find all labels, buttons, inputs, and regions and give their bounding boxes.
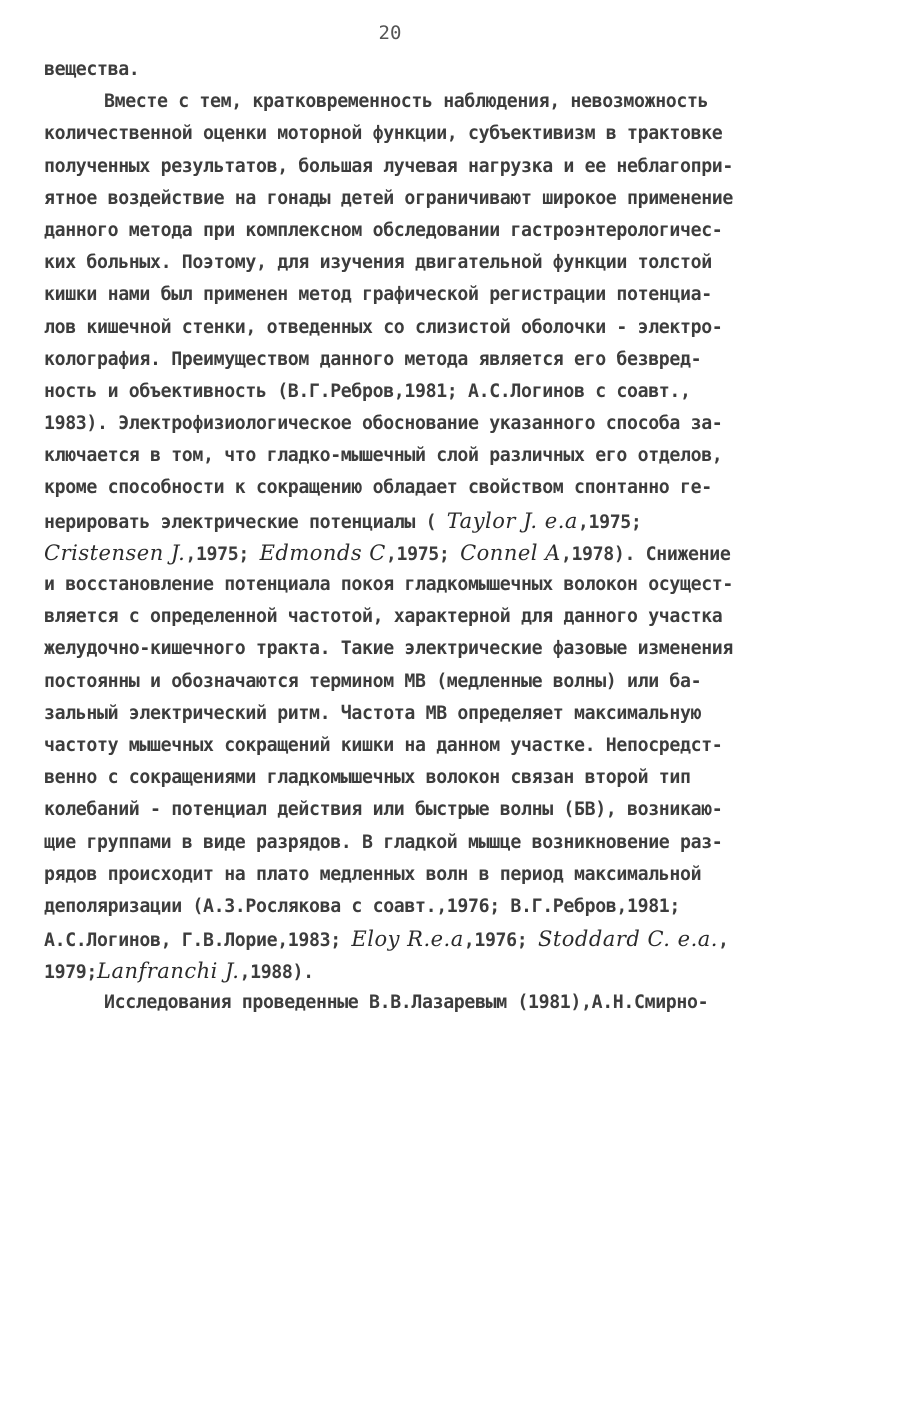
text-segment: ,1975; — [385, 543, 461, 565]
handwritten-citation: Cristensen J. — [44, 540, 186, 565]
handwritten-citation: Eloy R.e.a — [351, 927, 464, 952]
text-segment: ,1976; — [463, 930, 538, 952]
text-segment: зальный электрический ритм. Частота МВ определяет максимальную — [44, 702, 702, 724]
text-segment: вляется с определенной частотой, характерной для данного участка — [44, 606, 723, 628]
text-segment: рядов происходит на плато медленных волн в период максимальной — [44, 863, 702, 885]
text-line — [44, 698, 894, 730]
text-segment: щие группами в виде разрядов. В гладкой мышце возникновение раз- — [44, 831, 723, 853]
text-segment: лов кишечной стенки, отведенных со слизистой оболочки - электро- — [44, 316, 723, 338]
text-line — [44, 633, 894, 665]
text-line — [44, 54, 894, 86]
text-segment: ключается в том, что гладко-мышечный слой различных его отделов, — [44, 445, 723, 467]
text-line — [44, 666, 894, 698]
body-text — [44, 54, 894, 1020]
text-segment: , — [717, 930, 729, 952]
text-line — [44, 215, 894, 247]
text-line — [44, 537, 894, 569]
text-segment: ,1975; — [185, 543, 260, 565]
handwritten-citation: Taylor J. e.a — [446, 508, 578, 533]
text-line — [44, 859, 894, 891]
text-line — [44, 86, 894, 118]
text-segment: ,1988). — [239, 962, 314, 984]
handwritten-citation: Stoddard C. e.a. — [537, 927, 718, 952]
text-line — [44, 440, 894, 472]
text-line — [44, 730, 894, 762]
text-segment: и восстановление потенциала покоя гладкомышечных волокон осущест- — [44, 574, 733, 595]
text-segment: венно с сокращениями гладкомышечных волокон связан второй тип — [44, 767, 691, 789]
text-line — [44, 151, 894, 183]
text-segment: А.С.Логинов, Г.В.Лорие,1983; — [44, 930, 352, 952]
text-line — [44, 987, 894, 1019]
text-segment: частоту мышечных сокращений кишки на данном участке. Непосредст- — [44, 734, 723, 756]
page-number: 20 — [378, 22, 402, 44]
text-segment: 1983). Электрофизиологическое обоснование указанного способа за- — [44, 413, 723, 435]
text-segment: ,1975; — [577, 511, 642, 533]
text-line — [44, 827, 894, 859]
text-segment: колебаний - потенциал действия или быстрые волны (БВ), возникаю- — [44, 799, 723, 821]
text-line — [44, 505, 894, 537]
handwritten-citation: Lanfranchi J. — [97, 959, 240, 984]
text-segment: ,1978). Снижение — [560, 543, 731, 565]
text-line — [44, 569, 894, 601]
text-line — [44, 923, 894, 955]
text-segment: данного метода при комплексном обследовании гастроэнтерологичес- — [44, 219, 723, 241]
text-segment: ятное воздействие на гонады детей ограничивают широкое применение — [44, 187, 733, 209]
text-line — [44, 118, 894, 150]
text-segment: вещества. — [44, 59, 140, 80]
text-line — [44, 376, 894, 408]
text-line — [44, 601, 894, 633]
text-segment: нерировать электрические потенциалы ( — [44, 511, 447, 533]
text-segment: кроме способности к сокращению обладает свойством спонтанно ге- — [44, 477, 712, 499]
text-segment: 1979; — [44, 962, 97, 984]
text-line — [44, 279, 894, 311]
text-segment: постоянны и обозначаются термином МВ (медленные волны) или ба- — [44, 670, 702, 692]
text-segment: ность и объективность (В.Г.Ребров,1981; А.С.Логинов с соавт., — [44, 380, 691, 402]
text-line — [44, 247, 894, 279]
handwritten-citation: Connel A — [460, 540, 561, 565]
text-segment: Вместе с тем, кратковременность наблюдения, невозможность — [104, 91, 709, 113]
text-segment: желудочно-кишечного тракта. Такие электрические фазовые изменения — [44, 638, 733, 660]
text-line — [44, 955, 894, 987]
text-line — [44, 344, 894, 376]
text-segment: кишки нами был применен метод графической регистрации потенциа- — [44, 284, 712, 306]
text-line — [44, 408, 894, 440]
text-segment: Исследования проведенные В.В.Лазаревым (1981),А.Н.Смирно- — [104, 992, 709, 1014]
text-line — [44, 794, 894, 826]
text-segment: количественной оценки моторной функции, субъективизм в трактовке — [44, 123, 723, 145]
text-segment: полученных результатов, большая лучевая нагрузка и ее неблагопри- — [44, 155, 733, 177]
handwritten-citation: Edmonds C — [259, 540, 386, 565]
text-line — [44, 472, 894, 504]
text-line — [44, 891, 894, 923]
text-segment: колография. Преимуществом данного метода является его безвред- — [44, 348, 702, 370]
text-segment: деполяризации (А.З.Рослякова с соавт.,1976; В.Г.Ребров,1981; — [44, 895, 680, 917]
text-line — [44, 762, 894, 794]
text-line — [44, 312, 894, 344]
text-line — [44, 183, 894, 215]
text-segment: ких больных. Поэтому, для изучения двигательной функции толстой — [44, 252, 712, 274]
